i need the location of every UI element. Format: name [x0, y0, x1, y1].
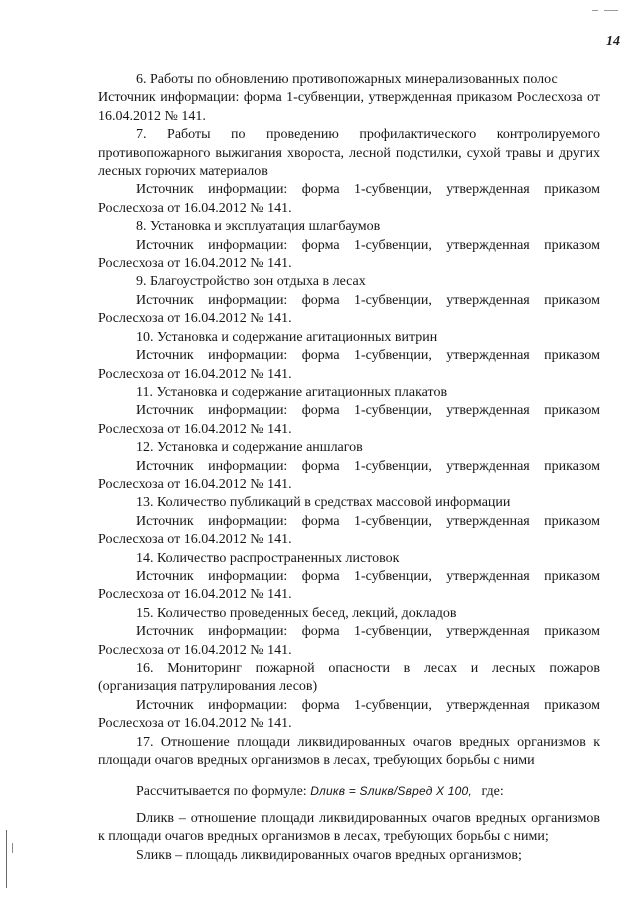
source-note: Источник информации: форма 1-субвенции, утвержденная приказом Рослесхоза от 16.04.2012 № 141. — [98, 348, 600, 382]
item-heading: 10. Установка и содержание агитационных витрин — [136, 329, 438, 345]
item-heading: 9. Благоустройство зон отдыха в лесах — [136, 274, 366, 290]
item-heading: 16. Мониторинг пожарной опасности в лесах и лесных пожаров (организация патрулирования лесов) — [98, 661, 600, 695]
source-note: Источник информации: форма 1-субвенции, утвержденная приказом Рослесхоза от 16.04.2012 № 141. — [98, 182, 600, 216]
scan-margin-line — [12, 843, 13, 853]
scan-margin-line — [6, 830, 7, 888]
item-heading: 17. Отношение площади ликвидированных очагов вредных организмов к площади очагов вредных организмов в лесах, требующих борьбы с ними — [98, 734, 600, 769]
source-note: Источник информации: форма 1-субвенции, утвержденная приказом Рослесхоза от 16.04.2012 № 141. — [98, 237, 600, 272]
item-heading: 12. Установка и содержание аншлагов — [136, 440, 363, 456]
formula-expression: Dликв = Sликв/Sвред X 100, — [310, 784, 472, 799]
source-note: Источник информации: форма 1-субвенции, утвержденная приказом Рослесхоза от 16.04.2012 № 141. — [98, 568, 600, 603]
source-note: Источник информации: форма 1-субвенции, утвержденная приказом Рослесхоза от 16.04.2012 № 141. — [98, 292, 600, 327]
item-heading: 7. Работы по проведению профилактического контролируемого противопожарного выжигания хвороста, лесной подстилки, сухой травы и других лесных горючих материалов — [98, 127, 600, 180]
document-body — [98, 71, 600, 865]
source-note: Источник информации: форма 1-субвенции, утвержденная приказом Рослесхоза от 16.04.2012 № 141. — [98, 513, 600, 548]
source-note: Источник информации: форма 1-субвенции, утвержденная приказом Рослесхоза от 16.04.2012 № 141. — [98, 624, 600, 658]
definition: Sликв – площадь ликвидированных очагов вредных организмов; — [136, 847, 522, 863]
scan-mark — [592, 10, 598, 11]
formula-line — [98, 782, 600, 801]
source-note: Источник информации: форма 1-субвенции, утвержденная приказом Рослесхоза от 16.04.2012 № 141. — [98, 458, 600, 492]
scan-mark — [604, 10, 618, 11]
formula-where: где: — [481, 784, 504, 800]
item-heading: 11. Установка и содержание агитационных плакатов — [136, 384, 448, 400]
item-heading: 13. Количество публикаций в средствах массовой информации — [136, 495, 511, 511]
item-heading: 15. Количество проведенных бесед, лекций, докладов — [136, 605, 457, 621]
item-heading: 14. Количество распространенных листовок — [136, 550, 400, 566]
formula-intro: Рассчитывается по формуле: — [136, 784, 307, 800]
source-note: Источник информации: форма 1-субвенции, утвержденная приказом Рослесхоза от 16.04.2012 № 141. — [98, 403, 600, 437]
definition: Dликв – отношение площади ликвидированных очагов вредных организмов к площади очагов вредных организмов в лесах, требующих борьбы с ними; — [98, 810, 600, 845]
source-note: Источник информации: форма 1-субвенции, утвержденная приказом Рослесхоза от 16.04.2012 № 141. — [98, 90, 600, 124]
page-number: 14 — [606, 34, 620, 49]
source-note: Источник информации: форма 1-субвенции, утвержденная приказом Рослесхоза от 16.04.2012 № 141. — [98, 697, 600, 732]
item-heading: 8. Установка и эксплуатация шлагбаумов — [136, 219, 381, 235]
item-heading: 6. Работы по обновлению противопожарных минерализованных полос — [136, 72, 558, 87]
